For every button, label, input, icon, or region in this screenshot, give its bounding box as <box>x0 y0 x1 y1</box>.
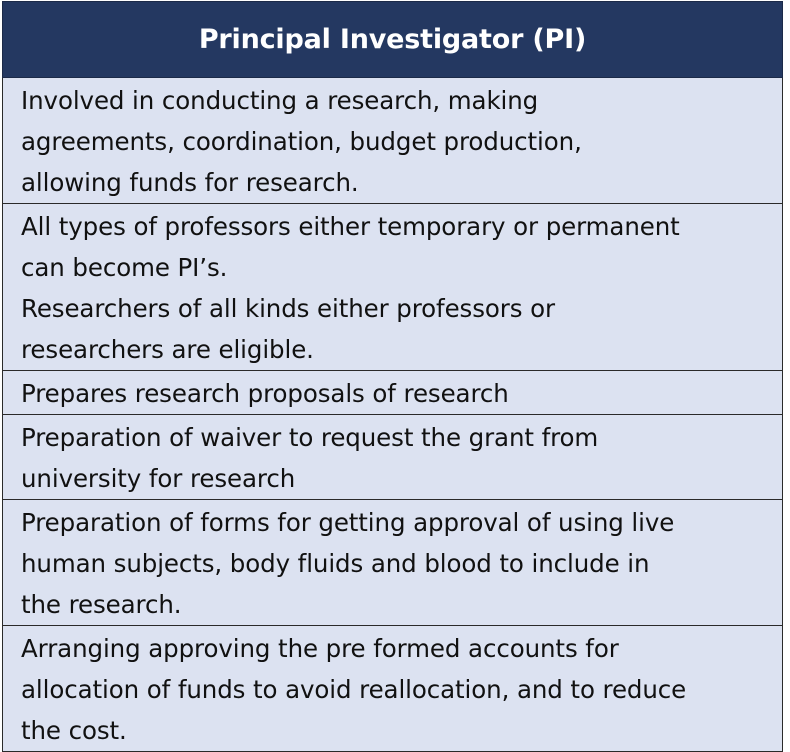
table-cell <box>3 500 783 626</box>
pi-responsibilities-table <box>2 1 783 752</box>
cell-text: All types of professors either temporary or permanent can become PI’s. Researchers of all kinds either professors or researchers are eligible. <box>21 212 680 364</box>
cell-text: Preparation of waiver to request the grant from university for research <box>21 423 599 493</box>
table-row <box>3 415 783 500</box>
table-cell <box>3 78 783 204</box>
table-cell <box>3 204 783 371</box>
table-cell <box>3 371 783 415</box>
cell-text: Preparation of forms for getting approval of using live human subjects, body fluids and blood to include in the research. <box>21 508 675 619</box>
table-header-title: Principal Investigator (PI) <box>3 2 783 78</box>
table-cell <box>3 626 783 752</box>
cell-text: Involved in conducting a research, making agreements, coordination, budget production, allowing funds for research. <box>21 86 582 197</box>
table-row <box>3 500 783 626</box>
table-header-row <box>3 2 783 78</box>
table-row <box>3 626 783 752</box>
table-cell <box>3 415 783 500</box>
table-row <box>3 371 783 415</box>
cell-text: Arranging approving the pre formed accounts for allocation of funds to avoid reallocation, and to reduce the cost. <box>21 634 687 745</box>
table-row <box>3 204 783 371</box>
table-row <box>3 78 783 204</box>
cell-text: Prepares research proposals of research <box>21 379 509 408</box>
